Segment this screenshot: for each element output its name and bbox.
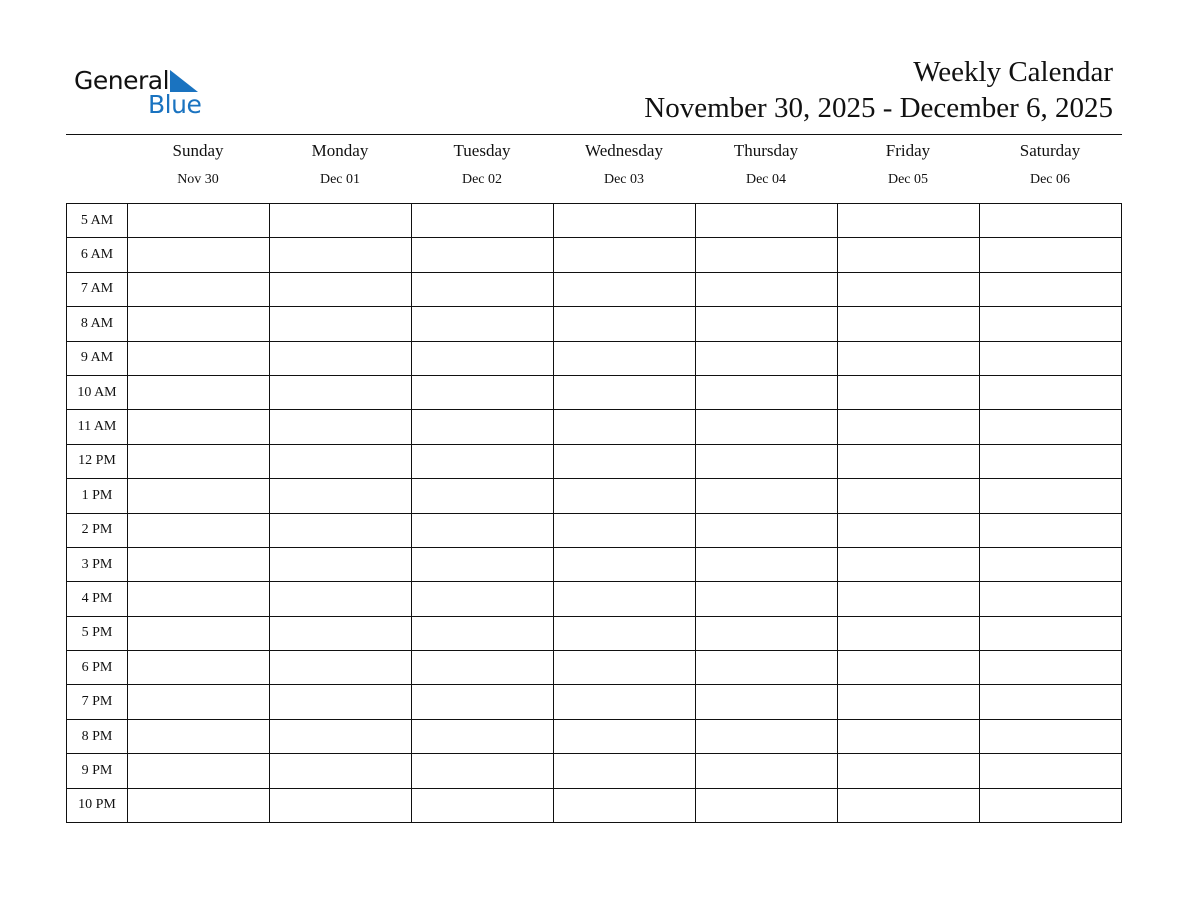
time-label: 7 AM [67,272,128,306]
time-slot-cell[interactable] [270,616,412,650]
time-slot-cell[interactable] [554,547,696,581]
day-header-wednesday [553,140,695,189]
time-slot-cell[interactable] [838,719,980,753]
header-divider [66,134,1122,135]
time-slot-cell[interactable] [412,238,554,272]
time-label: 10 AM [67,375,128,409]
time-slot-cell[interactable] [980,513,1122,547]
time-slot-cell[interactable] [128,547,270,581]
time-slot-cell[interactable] [554,444,696,478]
time-slot-cell[interactable] [980,307,1122,341]
day-date: Dec 03 [603,172,645,187]
time-slot-cell[interactable] [838,754,980,788]
time-slot-cell[interactable] [412,479,554,513]
time-slot-cell[interactable] [412,307,554,341]
time-slot-cell[interactable] [554,685,696,719]
time-label: 8 AM [67,307,128,341]
time-slot-cell[interactable] [412,444,554,478]
day-header-thursday [695,140,837,189]
time-slot-cell[interactable] [128,719,270,753]
time-slot-cell[interactable] [128,341,270,375]
time-slot-cell[interactable] [554,616,696,650]
day-date: Dec 01 [319,172,361,187]
logo-word-general: General [74,66,170,95]
time-slot-cell[interactable] [980,685,1122,719]
day-date: Dec 05 [887,172,929,187]
time-slot-cell[interactable] [412,410,554,444]
time-slot-cell[interactable] [270,719,412,753]
time-slot-cell[interactable] [980,238,1122,272]
logo-word-blue: Blue [148,90,202,119]
time-label: 6 PM [67,651,128,685]
calendar-grid [66,203,1122,823]
time-row [67,204,1122,238]
time-slot-cell[interactable] [270,547,412,581]
time-slot-cell[interactable] [128,375,270,409]
time-slot-cell[interactable] [554,410,696,444]
time-label: 10 PM [67,788,128,822]
time-slot-cell[interactable] [980,375,1122,409]
time-slot-cell[interactable] [128,444,270,478]
time-row [67,272,1122,306]
time-slot-cell[interactable] [128,754,270,788]
time-slot-cell[interactable] [980,754,1122,788]
time-slot-cell[interactable] [980,410,1122,444]
time-slot-cell[interactable] [980,582,1122,616]
time-row [67,238,1122,272]
time-row [67,719,1122,753]
time-slot-cell[interactable] [270,341,412,375]
time-slot-cell[interactable] [696,651,838,685]
time-slot-cell[interactable] [128,651,270,685]
time-slot-cell[interactable] [128,238,270,272]
time-slot-cell[interactable] [412,375,554,409]
time-slot-cell[interactable] [128,307,270,341]
time-label: 1 PM [67,479,128,513]
day-name: Tuesday [453,141,511,160]
time-slot-cell[interactable] [696,410,838,444]
time-slot-cell[interactable] [838,341,980,375]
time-row [67,754,1122,788]
time-slot-cell[interactable] [838,444,980,478]
time-slot-cell[interactable] [980,651,1122,685]
time-label: 3 PM [67,547,128,581]
time-slot-cell[interactable] [554,719,696,753]
time-slot-cell[interactable] [838,616,980,650]
time-slot-cell[interactable] [270,651,412,685]
time-slot-cell[interactable] [270,685,412,719]
time-row [67,375,1122,409]
time-slot-cell[interactable] [554,479,696,513]
time-slot-cell[interactable] [980,341,1122,375]
day-name: Monday [311,141,369,160]
time-slot-cell[interactable] [696,547,838,581]
time-label: 6 AM [67,238,128,272]
time-slot-cell[interactable] [270,307,412,341]
day-name: Wednesday [585,141,663,160]
time-row [67,685,1122,719]
time-slot-cell[interactable] [270,788,412,822]
time-label: 2 PM [67,513,128,547]
time-slot-cell[interactable] [412,788,554,822]
time-slot-cell[interactable] [838,479,980,513]
time-slot-cell[interactable] [838,513,980,547]
time-slot-cell[interactable] [554,582,696,616]
time-label: 4 PM [67,582,128,616]
time-slot-cell[interactable] [980,616,1122,650]
time-slot-cell[interactable] [696,272,838,306]
time-slot-cell[interactable] [270,375,412,409]
time-slot-cell[interactable] [696,582,838,616]
time-slot-cell[interactable] [696,479,838,513]
day-name: Friday [885,141,931,160]
time-slot-cell[interactable] [838,685,980,719]
generalblue-logo [74,66,214,126]
time-slot-cell[interactable] [554,238,696,272]
time-row [67,513,1122,547]
day-date: Nov 30 [177,172,219,187]
time-slot-cell[interactable] [554,513,696,547]
time-slot-cell[interactable] [696,788,838,822]
time-slot-cell[interactable] [128,204,270,238]
time-slot-cell[interactable] [412,513,554,547]
time-slot-cell[interactable] [270,444,412,478]
time-slot-cell[interactable] [270,410,412,444]
time-slot-cell[interactable] [412,582,554,616]
time-label: 9 PM [67,754,128,788]
time-slot-cell[interactable] [696,754,838,788]
time-slot-cell[interactable] [838,582,980,616]
day-header-sunday [127,140,269,189]
time-slot-cell[interactable] [554,788,696,822]
time-slot-cell[interactable] [696,616,838,650]
time-slot-cell[interactable] [412,651,554,685]
time-slot-cell[interactable] [412,719,554,753]
day-header-friday [837,140,979,189]
time-slot-cell[interactable] [980,444,1122,478]
time-slot-cell[interactable] [838,651,980,685]
time-slot-cell[interactable] [128,788,270,822]
time-row [67,616,1122,650]
time-label: 9 AM [67,341,128,375]
time-slot-cell[interactable] [838,307,980,341]
time-slot-cell[interactable] [412,754,554,788]
day-name: Sunday [172,141,224,160]
time-slot-cell[interactable] [838,238,980,272]
time-slot-cell[interactable] [128,513,270,547]
time-slot-cell[interactable] [128,479,270,513]
day-date: Dec 06 [1029,172,1071,187]
time-slot-cell[interactable] [412,341,554,375]
day-header-saturday [979,140,1121,189]
time-slot-cell[interactable] [838,204,980,238]
time-slot-cell[interactable] [696,513,838,547]
time-label: 5 PM [67,616,128,650]
time-slot-cell[interactable] [554,341,696,375]
time-slot-cell[interactable] [270,479,412,513]
time-slot-cell[interactable] [838,272,980,306]
time-slot-cell[interactable] [412,272,554,306]
time-slot-cell[interactable] [412,616,554,650]
day-date: Dec 04 [745,172,787,187]
time-slot-cell[interactable] [554,375,696,409]
time-label: 11 AM [67,410,128,444]
time-slot-cell[interactable] [128,410,270,444]
time-row [67,479,1122,513]
day-header-tuesday [411,140,553,189]
time-row [67,444,1122,478]
time-slot-cell[interactable] [980,788,1122,822]
time-slot-cell[interactable] [696,375,838,409]
time-label: 5 AM [67,204,128,238]
time-slot-cell[interactable] [128,616,270,650]
time-slot-cell[interactable] [412,685,554,719]
time-slot-cell[interactable] [980,272,1122,306]
time-row [67,341,1122,375]
time-slot-cell[interactable] [270,272,412,306]
time-row [67,547,1122,581]
time-slot-cell[interactable] [270,582,412,616]
time-slot-cell[interactable] [980,479,1122,513]
time-slot-cell[interactable] [128,685,270,719]
time-slot-cell[interactable] [554,754,696,788]
time-slot-cell[interactable] [412,547,554,581]
time-slot-cell[interactable] [270,238,412,272]
time-slot-cell[interactable] [838,410,980,444]
time-slot-cell[interactable] [696,238,838,272]
time-slot-cell[interactable] [412,204,554,238]
time-slot-cell[interactable] [696,719,838,753]
time-slot-cell[interactable] [696,341,838,375]
calendar-title-block [644,54,1113,126]
time-slot-cell[interactable] [554,204,696,238]
time-slot-cell[interactable] [270,754,412,788]
time-slot-cell[interactable] [270,204,412,238]
time-slot-cell[interactable] [696,204,838,238]
time-label: 7 PM [67,685,128,719]
time-slot-cell[interactable] [838,375,980,409]
page-title: Weekly Calendar [913,56,1113,88]
day-date: Dec 02 [461,172,503,187]
time-slot-cell[interactable] [554,272,696,306]
time-slot-cell[interactable] [980,204,1122,238]
time-slot-cell[interactable] [838,547,980,581]
time-slot-cell[interactable] [128,582,270,616]
time-slot-cell[interactable] [696,685,838,719]
time-row [67,582,1122,616]
day-header-monday [269,140,411,189]
time-slot-cell[interactable] [980,719,1122,753]
time-label: 12 PM [67,444,128,478]
time-row [67,410,1122,444]
time-slot-cell[interactable] [554,651,696,685]
time-row [67,788,1122,822]
time-slot-cell[interactable] [696,444,838,478]
date-range: November 30, 2025 - December 6, 2025 [644,92,1113,124]
day-name: Saturday [1019,141,1081,160]
time-slot-cell[interactable] [980,547,1122,581]
time-slot-cell[interactable] [128,272,270,306]
time-row [67,651,1122,685]
time-row [67,307,1122,341]
time-slot-cell[interactable] [696,307,838,341]
time-slot-cell[interactable] [838,788,980,822]
day-name: Thursday [733,141,799,160]
time-slot-cell[interactable] [270,513,412,547]
time-label: 8 PM [67,719,128,753]
time-slot-cell[interactable] [554,307,696,341]
